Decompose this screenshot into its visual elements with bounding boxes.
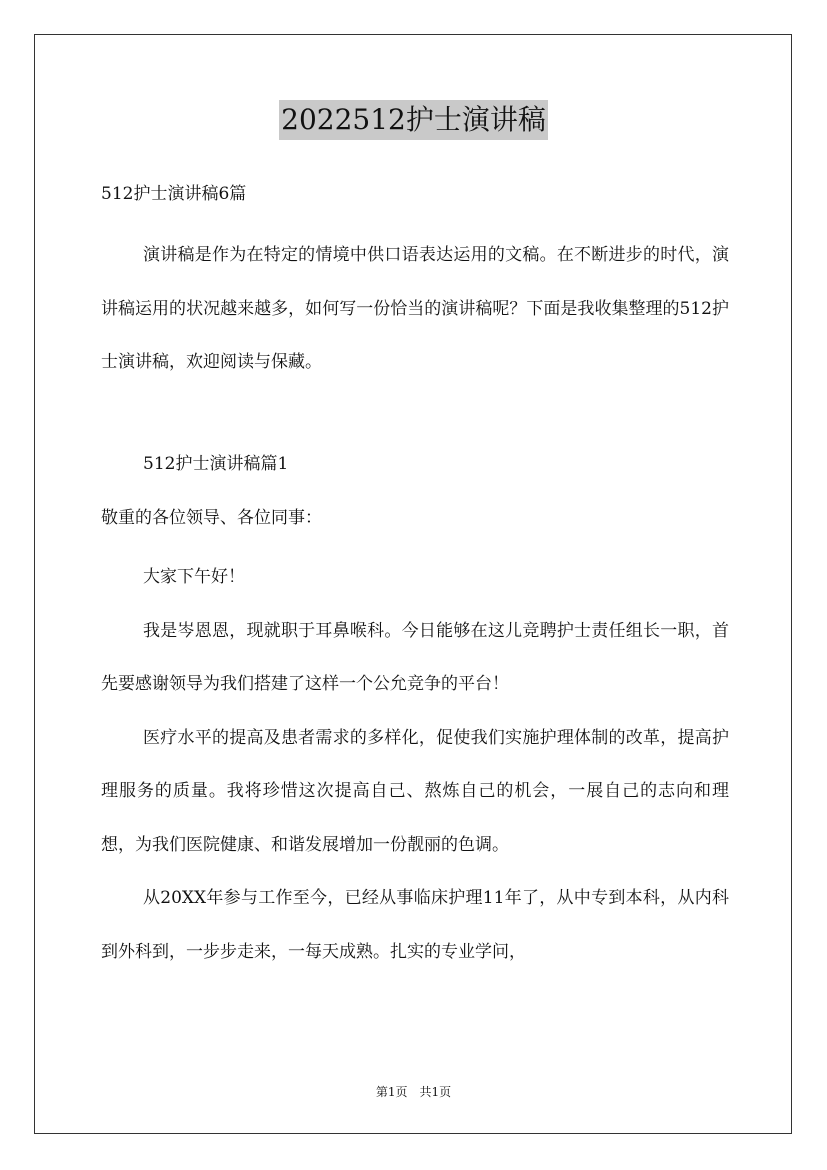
body-paragraph-greeting: 大家下午好！ xyxy=(143,567,245,587)
body-paragraph-experience: 从20XX年参与工作至今，已经从事临床护理11年了，从中专到本科，从内科到外科到，一步步走来，一每天成熟。扎实的专业学问， xyxy=(101,888,729,962)
page-number: 第1页 xyxy=(375,1085,408,1099)
page-footer xyxy=(0,1084,827,1100)
document-subtitle: 512护士演讲稿6篇 xyxy=(101,184,247,204)
body-paragraph-introduction: 我是岑恩恩，现就职于耳鼻喉科。今日能够在这儿竞聘护士责任组长一职，首先要感谢领导为我们搭建了这样一个公允竞争的平台！ xyxy=(101,620,729,694)
speech-body xyxy=(101,551,729,979)
salutation: 敬重的各位领导、各位同事： xyxy=(101,508,322,528)
document-title: 2022512护士演讲稿 xyxy=(279,100,548,140)
title-wrap xyxy=(0,100,827,140)
intro-paragraph: 演讲稿是作为在特定的情境中供口语表达运用的文稿。在不断进步的时代，演讲稿运用的状况越来越多，如何写一份恰当的演讲稿呢？下面是我收集整理的512护士演讲稿，欢迎阅读与保藏。 xyxy=(101,245,729,372)
page-total: 共1页 xyxy=(419,1085,452,1099)
section-heading: 512护士演讲稿篇1 xyxy=(143,454,289,474)
body-paragraph-reform: 医疗水平的提高及患者需求的多样化，促使我们实施护理体制的改革，提高护理服务的质量。我将珍惜这次提高自己、熬炼自己的机会，一展自己的志向和理想，为我们医院健康、和谐发展增加一份靓丽的色调。 xyxy=(101,727,729,855)
